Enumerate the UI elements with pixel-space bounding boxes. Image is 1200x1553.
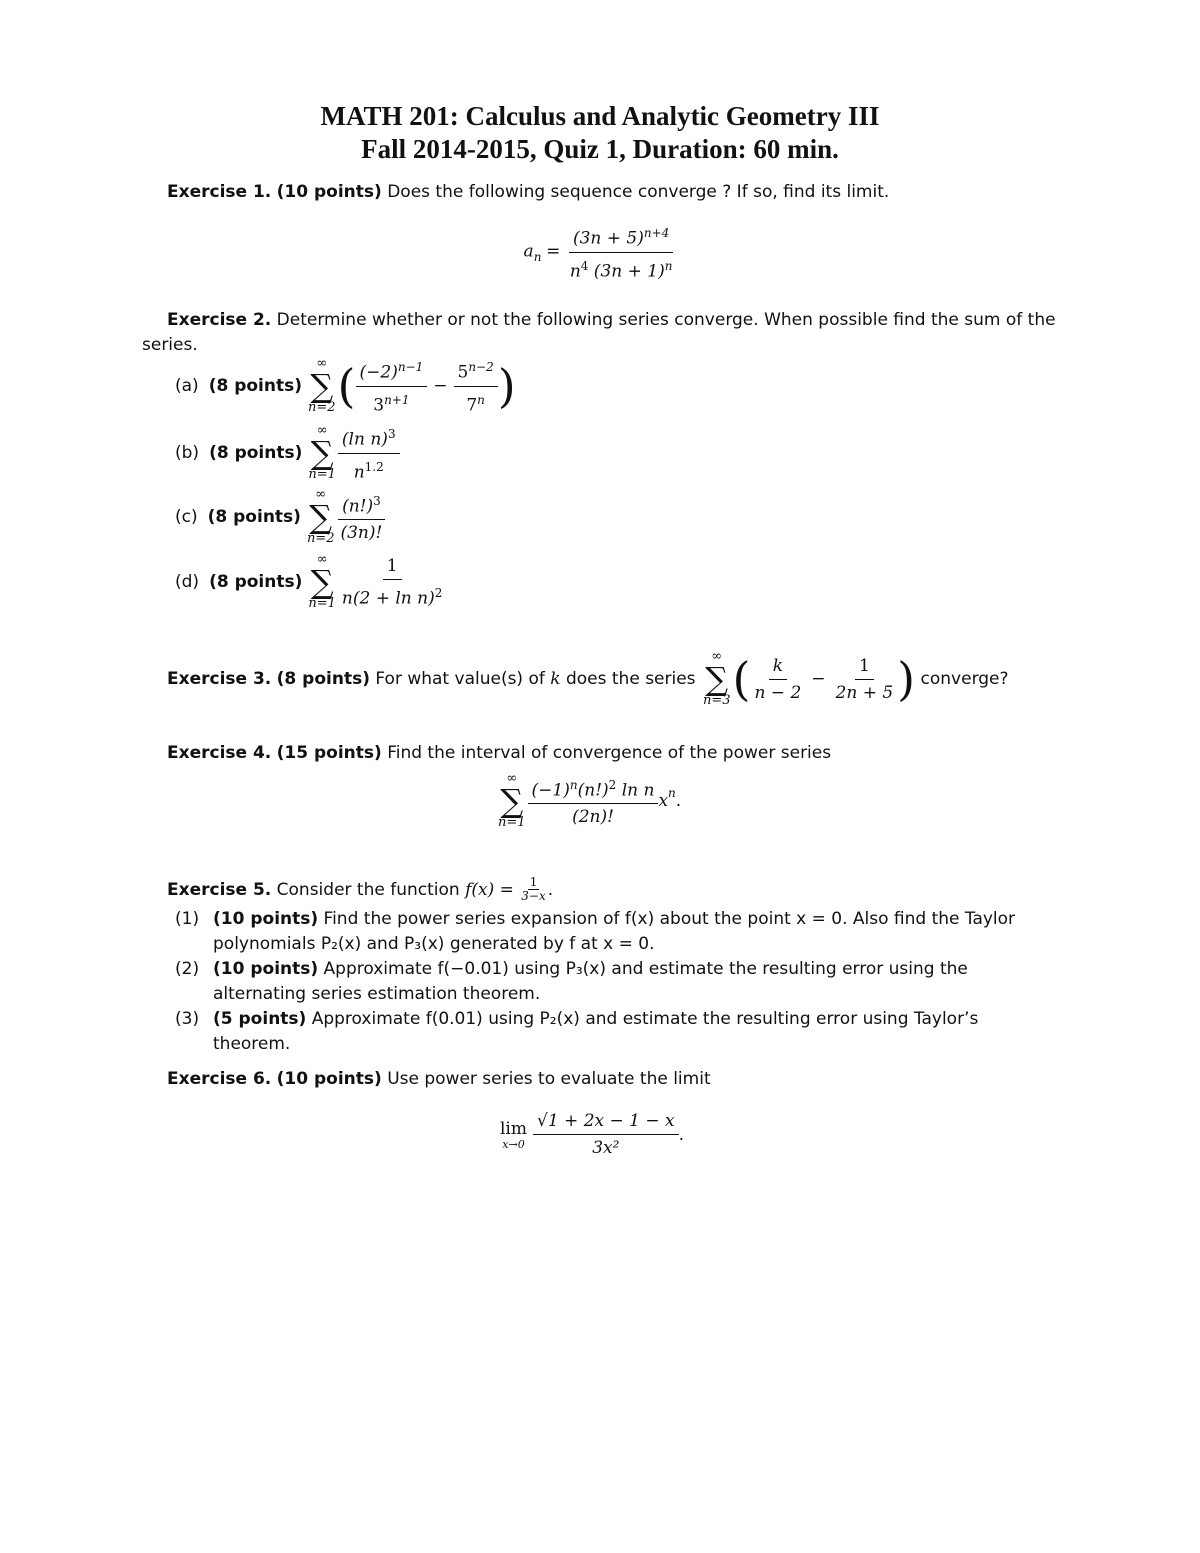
exercise-4-text bbox=[167, 741, 1067, 766]
sigma-2c: ∞ ∑ n=2 bbox=[306, 487, 335, 546]
limit-operator: lim x→0 bbox=[500, 1118, 527, 1151]
exercise-2d: (d) (8 points) ∞ ∑ n=1 $\frac{1}{n(2 + \ln n)^2}$ bbox=[175, 552, 443, 611]
exercise-6-points: (10 points) bbox=[276, 1069, 382, 1089]
exercise-6-formula: lim x→0 $\frac{√1 + 2x - 1 - x}{\text{3x²}}$ . bbox=[500, 1111, 685, 1158]
exercise-3-label: Exercise 3. bbox=[167, 669, 272, 689]
exercise-6-text bbox=[167, 1067, 1067, 1092]
sigma-2a: ∞ ∑ n=2 bbox=[308, 356, 336, 416]
title-line-1: MATH 201: Calculus and Analytic Geometry III bbox=[320, 101, 880, 131]
exercise-6-prompt: Use power series to evaluate the limit bbox=[381, 1069, 711, 1089]
sigma-2d: ∞ ∑ n=1 bbox=[308, 552, 336, 611]
exercise-5-fraction: $\frac{1}{3-x}$ bbox=[521, 875, 546, 903]
exercise-2-text bbox=[142, 308, 1062, 358]
exercise-5-text: Exercise 5. Consider the function f(x) = $\frac{1}{3-x}$ . bbox=[167, 875, 554, 903]
sigma-4: ∞ ∑ n=1 bbox=[498, 771, 526, 830]
exercise-1-text bbox=[167, 180, 1067, 205]
exercise-4-points: (15 points) bbox=[276, 743, 382, 763]
exercise-3-points: (8 points) bbox=[276, 669, 370, 689]
sigma-2b: ∞ ∑ n=1 bbox=[308, 423, 336, 483]
exercise-1-formula: $a_n$ = $\frac{(3n + 5)^{n+4}}{n^4 (3n + 1)^n}$ bbox=[0, 222, 1200, 282]
exercise-1-fraction: $\frac{(3n + 5)^{n+4}}{n^4 (3n + 1)^n}$ bbox=[566, 222, 677, 282]
title-line-2: Fall 2014-2015, Quiz 1, Duration: 60 min. bbox=[361, 134, 839, 164]
exercise-6-label: Exercise 6. bbox=[167, 1069, 272, 1089]
list-item: (3) (5 points) Approximate f(0.01) using P₂(x) and estimate the resulting error using Taylor’s theorem. bbox=[175, 1009, 979, 1054]
list-item: (1) (10 points) Find the power series expansion of f(x) about the point x = 0. Also find the Taylor polynomials P₂(x) and P₃(x) generated by f at x = 0. bbox=[175, 909, 1016, 954]
exercise-2-label: Exercise 2. bbox=[167, 310, 272, 330]
exercise-5-items bbox=[175, 907, 1060, 1057]
exercise-2-prompt: Determine whether or not the following series converge. When possible find the sum of the series. bbox=[142, 310, 1056, 355]
exercise-3: Exercise 3. (8 points) For what value(s) of k does the series ∞ ∑ n=3 ( $\frac{k}{n - 2}$ − $\frac{1}{2n + 5}$ ) converge? bbox=[167, 649, 1009, 708]
exercise-4-label: Exercise 4. bbox=[167, 743, 272, 763]
exercise-1-label: Exercise 1. bbox=[167, 182, 272, 202]
exercise-2a: (a) (8 points) ∞ ∑ n=2 ( $\frac{(-2)^{n-1}}{3^{n+1}}$ − $\frac{5^{n-2}}{7^n}$ ) bbox=[175, 356, 516, 416]
sigma-3: ∞ ∑ n=3 bbox=[702, 649, 731, 708]
exercise-2c: (c) (8 points) ∞ ∑ n=2 $\frac{(n!)^3}{(3n)!}$ bbox=[175, 488, 386, 546]
list-item: (2) (10 points) Approximate f(−0.01) using P₃(x) and estimate the resulting error using the alternating series estimation theorem. bbox=[175, 959, 968, 1004]
exercise-4-prompt: Find the interval of convergence of the power series bbox=[381, 743, 832, 763]
exercise-2b: (b) (8 points) ∞ ∑ n=1 $\frac{(\ln n)^3}{n^{1.2}}$ bbox=[175, 423, 400, 483]
exercise-1-prompt: Does the following sequence converge ? If so, find its limit. bbox=[381, 182, 890, 202]
exercise-5-label: Exercise 5. bbox=[167, 879, 272, 900]
exercise-4-formula: ∞ ∑ n=1 $\frac{(-1)^n(n!)^2 \ln n}{(2n)!}$ x $^n$ . bbox=[498, 771, 682, 830]
exercise-1-points: (10 points) bbox=[276, 182, 382, 202]
